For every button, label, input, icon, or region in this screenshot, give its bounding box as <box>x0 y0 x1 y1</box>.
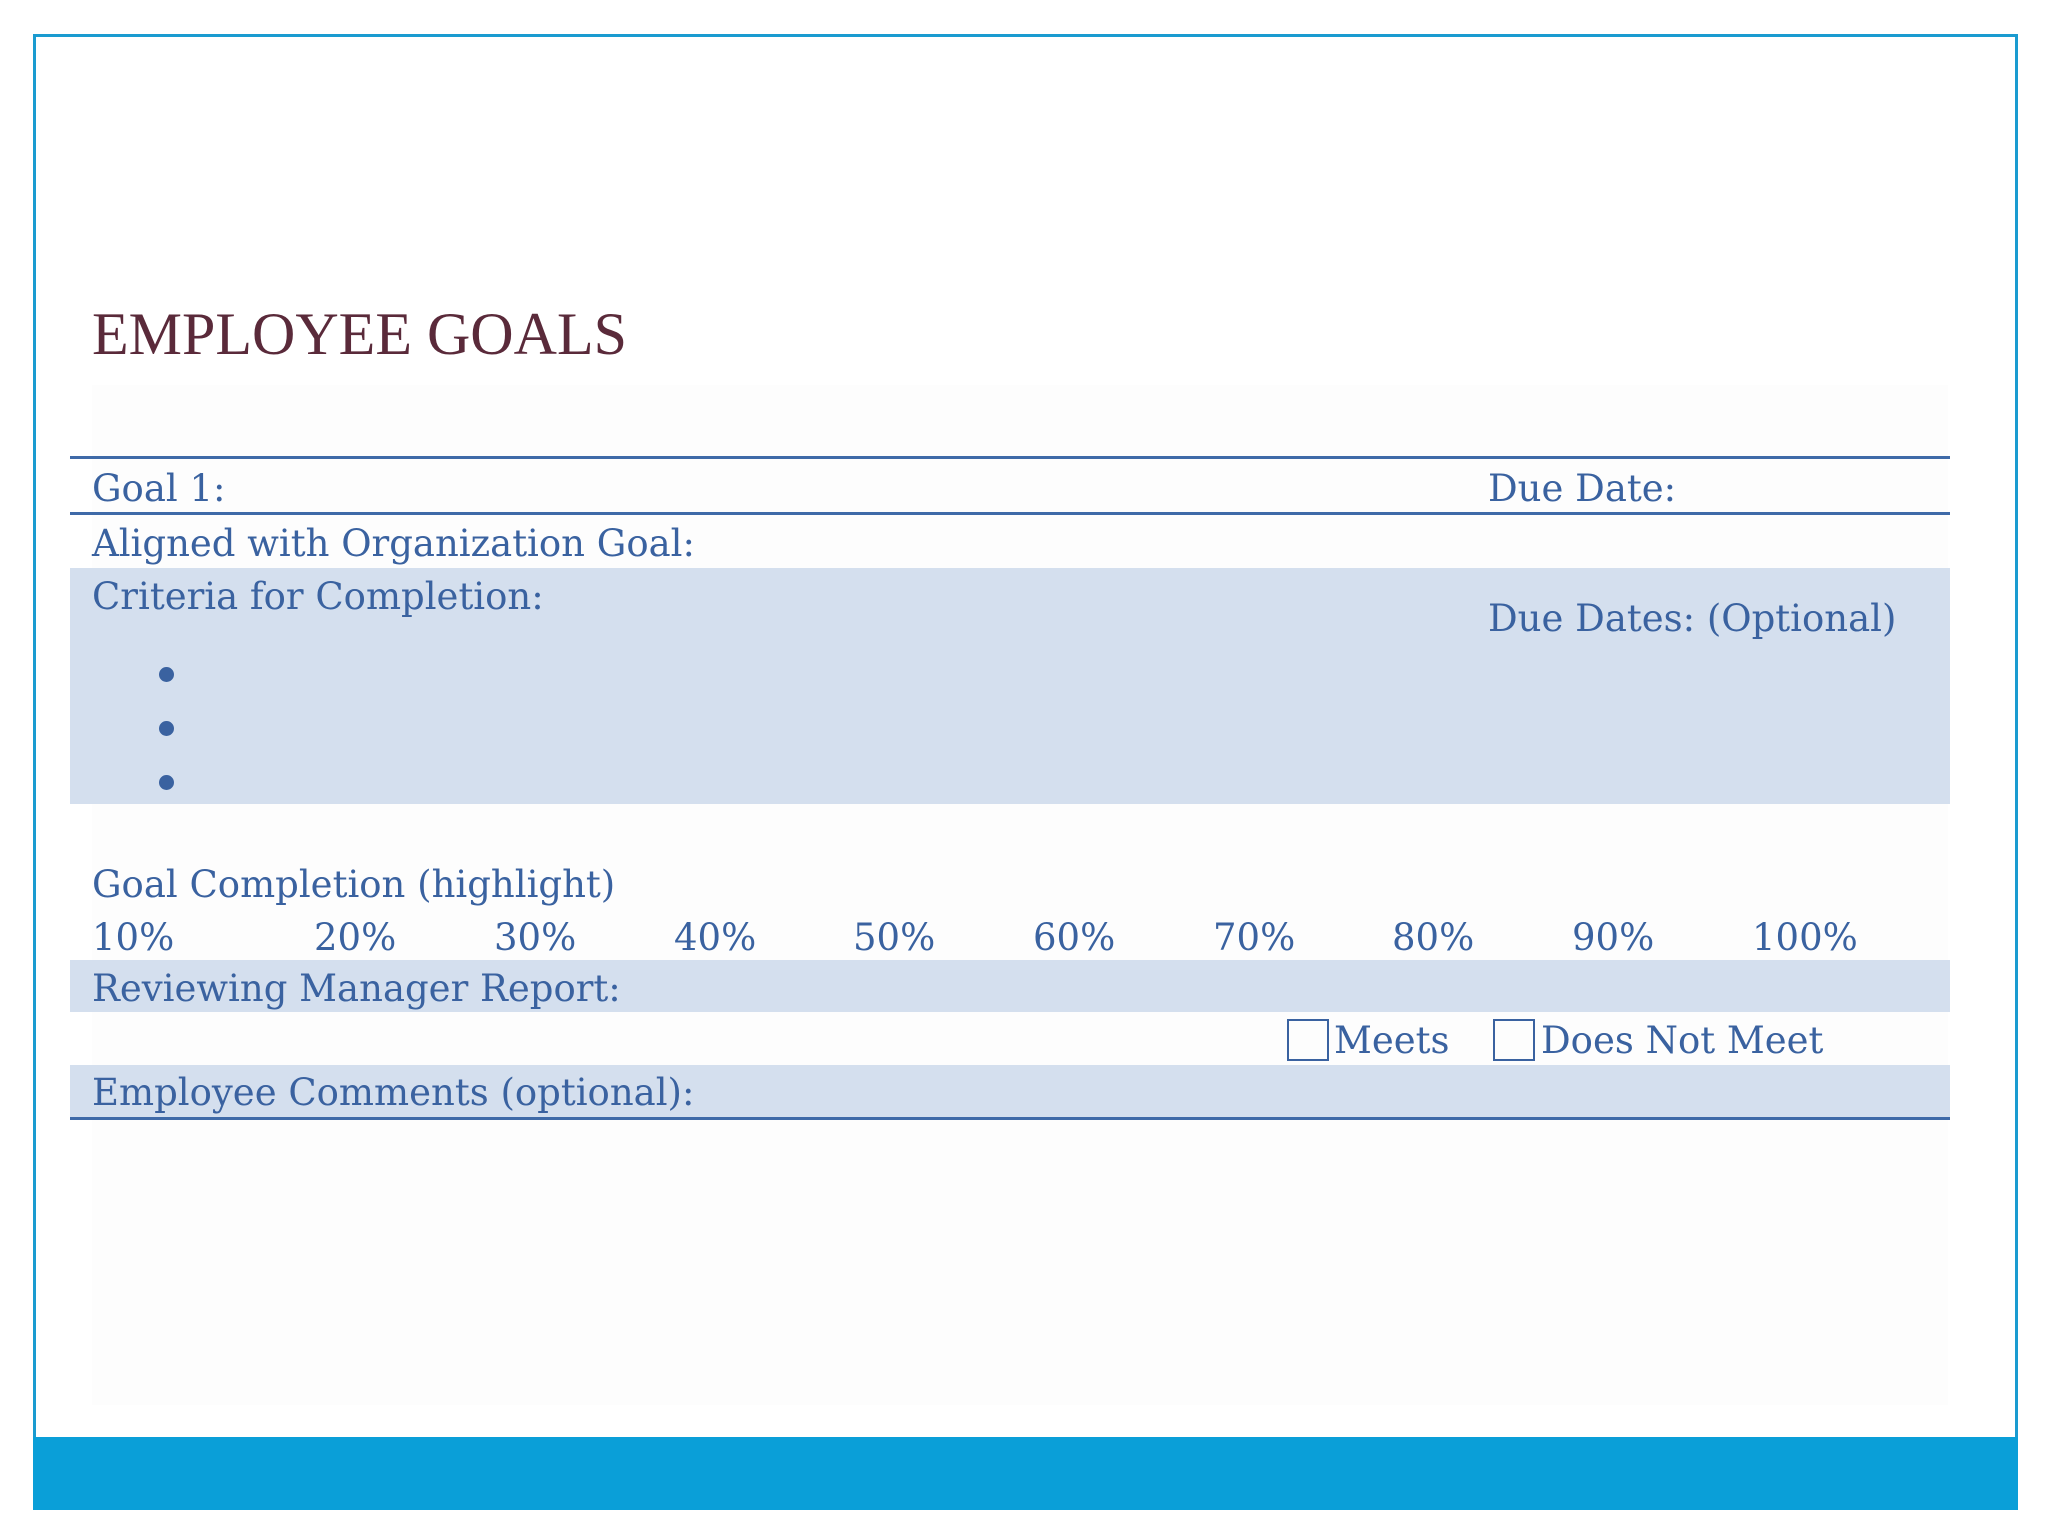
does-not-meet-checkbox[interactable] <box>1493 1019 1535 1061</box>
top-rule <box>70 456 1950 459</box>
criteria-bullet-2 <box>159 721 174 736</box>
criteria-label: Criteria for Completion: <box>92 575 544 618</box>
meets-checkbox[interactable] <box>1287 1019 1329 1061</box>
percent-option-50[interactable]: 50% <box>853 916 936 959</box>
bottom-rule <box>70 1117 1950 1120</box>
goal-label: Goal 1: <box>92 467 226 510</box>
percent-option-70[interactable]: 70% <box>1213 916 1296 959</box>
percent-option-90[interactable]: 90% <box>1572 916 1655 959</box>
percent-option-30[interactable]: 30% <box>494 916 577 959</box>
due-dates-optional-label: Due Dates: (Optional) <box>1488 597 1897 640</box>
criteria-bullet-3 <box>159 775 174 790</box>
goal-row-rule <box>70 512 1950 515</box>
page-title: EMPLOYEE GOALS <box>92 301 627 367</box>
percent-option-40[interactable]: 40% <box>674 916 757 959</box>
percent-option-80[interactable]: 80% <box>1392 916 1475 959</box>
due-date-label: Due Date: <box>1488 467 1677 510</box>
aligned-label: Aligned with Organization Goal: <box>92 522 695 565</box>
employee-comments-label: Employee Comments (optional): <box>92 1071 695 1114</box>
meets-label: Meets <box>1334 1019 1450 1062</box>
percent-option-60[interactable]: 60% <box>1033 916 1116 959</box>
does-not-meet-label: Does Not Meet <box>1541 1019 1824 1062</box>
percent-option-10[interactable]: 10% <box>92 916 175 959</box>
goal-completion-label: Goal Completion (highlight) <box>92 863 616 906</box>
percent-option-100[interactable]: 100% <box>1752 916 1858 959</box>
percent-option-20[interactable]: 20% <box>314 916 397 959</box>
reviewing-manager-label: Reviewing Manager Report: <box>92 967 621 1010</box>
criteria-bullet-1 <box>159 667 174 682</box>
bottom-accent-band <box>33 1437 2018 1510</box>
